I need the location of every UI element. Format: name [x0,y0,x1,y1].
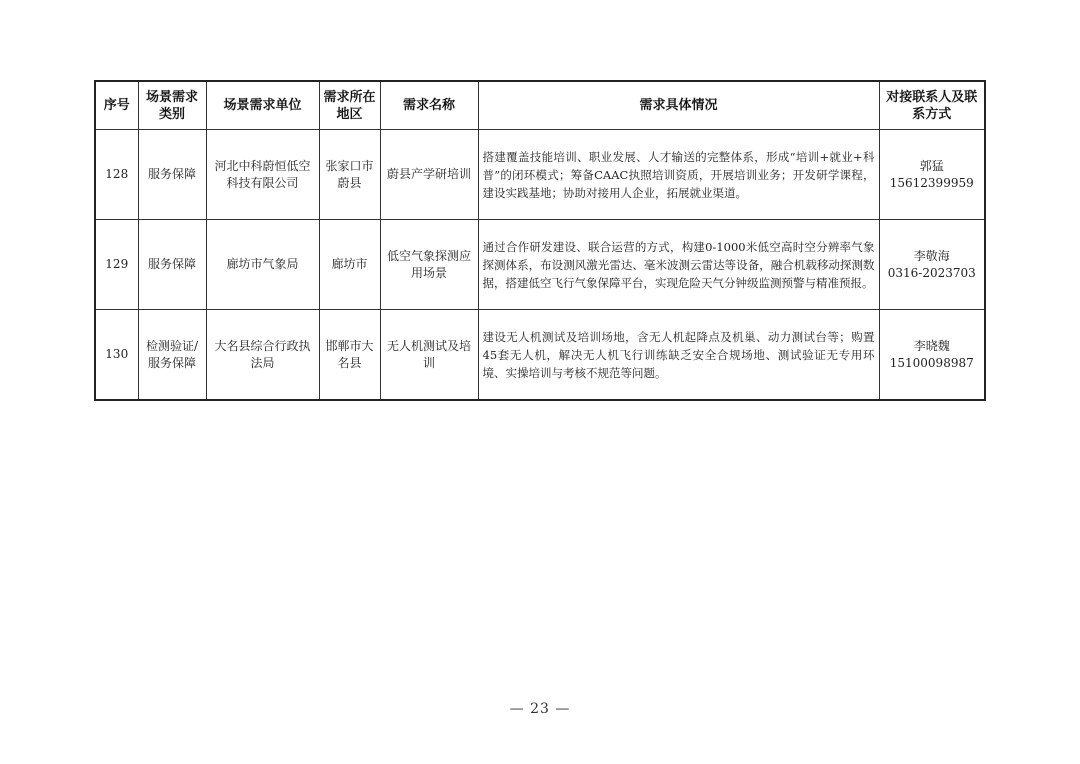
cell-detail: 搭建覆盖技能培训、职业发展、人才输送的完整体系，形成“培训+就业+科普”的闭环模式；筹备CAAC执照培训资质，开展培训业务；开发研学课程，建设实践基地；协助对接用人企业，拓展就业渠道。 [478,130,879,220]
page-number: — 23 — [509,701,571,717]
cell-detail: 通过合作研发建设、联合运营的方式，构建0-1000米低空高时空分辨率气象探测体系，布设测风激光雷达、毫米波测云雷达等设备，融合机载移动探测数据，搭建低空飞行气象保障平台，实现危险天气分钟级监测预警与精准预报。 [478,220,879,310]
cell-region: 廊坊市 [319,220,380,310]
cell-name: 蔚县产学研培训 [380,130,478,220]
table-row [95,220,985,310]
header-unit: 场景需求单位 [206,81,319,130]
contact-name: 郭猛 [919,158,944,173]
table-row [95,130,985,220]
header-index: 序号 [95,81,138,130]
header-detail: 需求具体情况 [478,81,879,130]
contact-phone: 15100098987 [889,355,974,370]
header-contact: 对接联系人及联系方式 [879,81,985,130]
header-name: 需求名称 [380,81,478,130]
cell-category: 服务保障 [138,220,206,310]
contact-name: 李敬海 [913,248,950,263]
cell-category: 检测验证/服务保障 [138,310,206,401]
cell-unit: 河北中科蔚恒低空科技有限公司 [206,130,319,220]
header-row [95,81,985,130]
cell-category: 服务保障 [138,130,206,220]
contact-phone: 15612399959 [889,175,974,190]
cell-detail: 建设无人机测试及培训场地，含无人机起降点及机巢、动力测试台等；购置45套无人机，解决无人机飞行训练缺乏安全合规场地、测试验证无专用环境、实操培训与考核不规范等问题。 [478,310,879,401]
header-category: 场景需求类别 [138,81,206,130]
cell-region: 张家口市蔚县 [319,130,380,220]
table-header [95,81,985,130]
cell-name: 无人机测试及培训 [380,310,478,401]
cell-index: 130 [95,310,138,401]
cell-unit: 廊坊市气象局 [206,220,319,310]
contact-phone: 0316-2023703 [887,265,976,280]
cell-contact [879,130,985,220]
cell-region: 邯郸市大名县 [319,310,380,401]
requirements-table [94,80,986,401]
header-region: 需求所在地区 [319,81,380,130]
cell-contact [879,310,985,401]
cell-index: 128 [95,130,138,220]
cell-index: 129 [95,220,138,310]
cell-contact [879,220,985,310]
contact-name: 李晓魏 [913,338,950,353]
cell-unit: 大名县综合行政执法局 [206,310,319,401]
table-body [95,130,985,401]
table-row [95,310,985,401]
cell-name: 低空气象探测应用场景 [380,220,478,310]
